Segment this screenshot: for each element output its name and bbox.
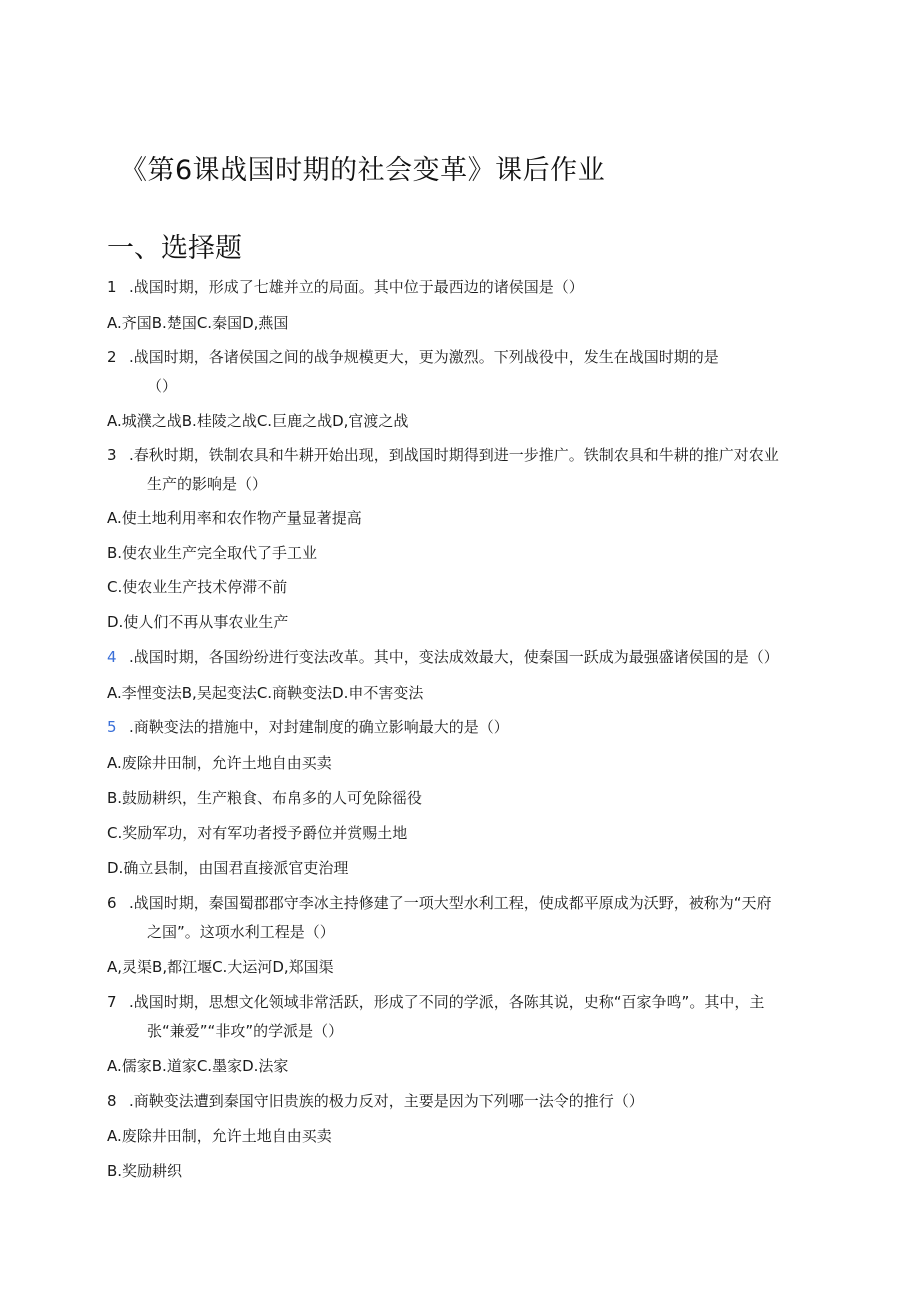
question-number: 3 <box>107 446 117 464</box>
question-3-option-c: C.使农业生产技术停滞不前 <box>107 578 288 596</box>
question-text-continued: 生产的影响是（） <box>147 475 268 493</box>
question-2 <box>107 343 719 401</box>
document-title: 《第6课战国时期的社会变革》课后作业 <box>120 155 606 186</box>
question-5-option-c: C.奖励军功，对有军功者授予爵位并赏赐土地 <box>107 824 408 842</box>
section-heading: 一、选择题 <box>107 233 242 264</box>
question-2-options: A.城濮之战B.桂陵之战C.巨鹿之战D,官渡之战 <box>107 412 409 430</box>
question-text: .战国时期，思想文化领域非常活跃，形成了不同的学派，各陈其说，史称“百家争鸣”。其中，主 <box>129 993 765 1011</box>
question-text-continued: （） <box>147 377 178 395</box>
question-4-options: A.李悝变法B,吴起变法C.商鞅变法D.申不害变法 <box>107 684 424 702</box>
question-text-continued: 张“兼爱”“非攻”的学派是（） <box>147 1022 344 1040</box>
question-text: .商鞅变法遭到秦国守旧贵族的极力反对，主要是因为下列哪一法令的推行（） <box>129 1092 644 1110</box>
question-number: 5 <box>107 718 117 736</box>
question-6 <box>107 889 772 947</box>
question-text: .战国时期，各诸侯国之间的战争规模更大，更为激烈。下列战役中，发生在战国时期的是 <box>129 348 719 366</box>
question-number: 8 <box>107 1092 117 1110</box>
question-text: .战国时期，形成了七雄并立的局面。其中位于最西边的诸侯国是（） <box>129 278 584 296</box>
question-8 <box>107 1087 644 1116</box>
question-3-option-a: A.使土地利用率和农作物产量显著提高 <box>107 509 362 527</box>
question-7 <box>107 988 764 1046</box>
question-6-options: A,灵渠B,都江堰C.大运河D,郑国渠 <box>107 958 334 976</box>
question-1-options: A.齐国B.楚国C.秦国D,燕国 <box>107 314 289 332</box>
question-5-option-b: B.鼓励耕织，生产粮食、布帛多的人可免除徭役 <box>107 789 423 807</box>
question-text: .商鞅变法的措施中，对封建制度的确立影响最大的是（） <box>129 718 509 736</box>
question-8-option-a: A.废除井田制，允许土地自由买卖 <box>107 1127 332 1145</box>
question-number: 6 <box>107 894 117 912</box>
question-5-option-d: D.确立县制，由国君直接派官吏治理 <box>107 859 349 877</box>
question-text-continued: 之国”。这项水利工程是（） <box>147 923 335 941</box>
question-number: 2 <box>107 348 117 366</box>
question-5-option-a: A.废除井田制，允许土地自由买卖 <box>107 754 332 772</box>
question-number: 1 <box>107 278 117 296</box>
question-3-option-d: D.使人们不再从事农业生产 <box>107 613 289 631</box>
question-8-option-b: B.奖励耕织 <box>107 1162 183 1180</box>
question-text: .战国时期，秦国蜀郡郡守李冰主持修建了一项大型水利工程，使成都平原成为沃野，被称为“天府 <box>129 894 772 912</box>
question-text: .战国时期，各国纷纷进行变法改革。其中，变法成效最大，使秦国一跃成为最强盛诸侯国的是（） <box>129 648 779 666</box>
question-3-option-b: B.使农业生产完全取代了手工业 <box>107 544 318 562</box>
question-1 <box>107 273 584 302</box>
question-3 <box>107 441 779 499</box>
question-4 <box>107 643 779 672</box>
question-number: 4 <box>107 648 117 666</box>
question-5 <box>107 713 509 742</box>
question-7-options: A.儒家B.道家C.墨家D.法家 <box>107 1057 289 1075</box>
question-number: 7 <box>107 993 117 1011</box>
question-text: .春秋时期，铁制农具和牛耕开始出现，到战国时期得到进一步推广。铁制农具和牛耕的推广对农业 <box>129 446 779 464</box>
